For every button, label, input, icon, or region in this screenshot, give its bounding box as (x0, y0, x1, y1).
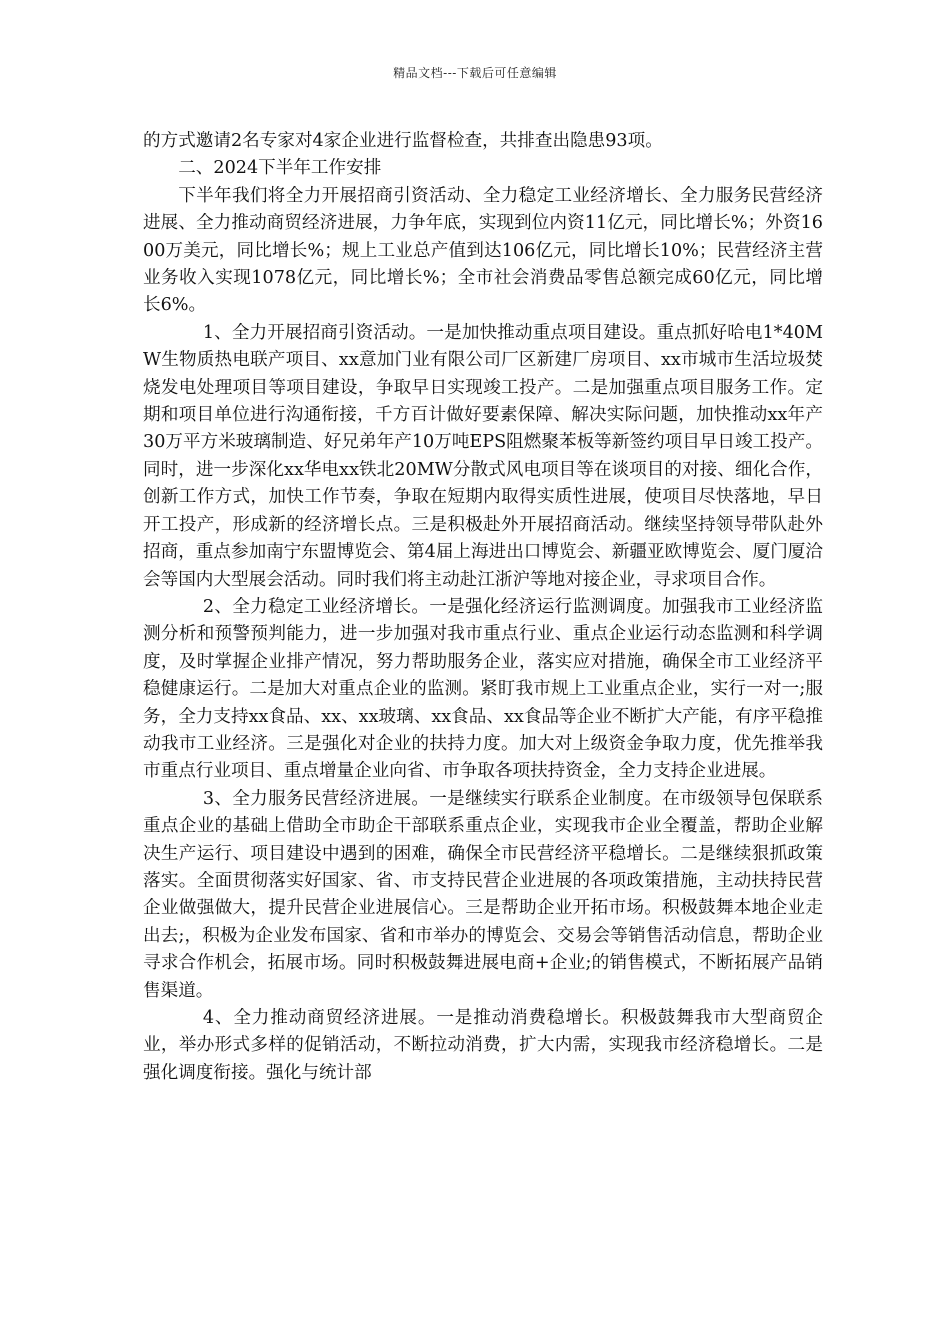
paragraph-overview: 下半年我们将全力开展招商引资活动、全力稳定工业经济增长、全力服务民营经济进展、全力推动商贸经济进展，力争年底，实现到位内资11亿元，同比增长%；外资1600万美元，同比增长%；规上工业总产值到达106亿元，同比增长10%；民营经济主营业务收入实现1078亿元，同比增长%；全市社会消费品零售总额完成60亿元，同比增长6%。 (143, 185, 823, 316)
paragraph-item-4: 4、全力推动商贸经济进展。一是推动消费稳增长。积极鼓舞我市大型商贸企业，举办形式多样的促销活动，不断拉动消费，扩大内需，实现我市经济稳增长。二是强化调度衔接。强化与统计部 (143, 1008, 823, 1083)
paragraph-item-3: 3、全力服务民营经济进展。一是继续实行联系企业制度。在市级领导包保联系重点企业的基础上借助全市助企干部联系重点企业，实现我市企业全覆盖，帮助企业解决生产运行、项目建设中遇到的困难，确保全市民营经济平稳增长。二是继续狠抓政策落实。全面贯彻落实好国家、省、市支持民营企业进展的各项政策措施，主动扶持民营企业做强做大，提升民营企业进展信心。三是帮助企业开拓市场。积极鼓舞本地企业走出去;，积极为企业发布国家、省和市举办的博览会、交易会等销售活动信息，帮助企业寻求合作机会，拓展市场。同时积极鼓舞进展电商+企业;的销售模式，不断拓展产品销售渠道。 (143, 788, 823, 1001)
paragraph-item-1: 1、全力开展招商引资活动。一是加快推动重点项目建设。重点抓好哈电1*40MW生物质热电联产项目、xx意加门业有限公司厂区新建厂房项目、xx市城市生活垃圾焚烧发电处理项目等项目建设，争取早日实现竣工投产。二是加强重点项目服务工作。定期和项目单位进行沟通衔接，千方百计做好要素保障、解决实际问题，加快推动xx年产30万平方米玻璃制造、好兄弟年产10万吨EPS阻燃聚苯板等新签约项目早日竣工投产。同时，进一步深化xx华电xx铁北20MW分散式风电项目等在谈项目的对接、细化合作，创新工作方式，加快工作节奏，争取在短期内取得实质性进展，使项目尽快落地，早日开工投产，形成新的经济增长点。三是积极赴外开展招商活动。继续坚持领导带队赴外招商，重点参加南宁东盟博览会、第4届上海进出口博览会、新疆亚欧博览会、厦门厦洽会等国内大型展会活动。同时我们将主动赴江浙沪等地对接企业，寻求项目合作。 (143, 322, 823, 590)
page-header: 精品文档---下载后可任意编辑 (393, 66, 557, 80)
section-heading: 二、2024下半年工作安排 (178, 158, 382, 179)
paragraph-continuation: 的方式邀请2名专家对4家企业进行监督检查，共排查出隐患93项。 (143, 131, 663, 151)
paragraph-item-2: 2、全力稳定工业经济增长。一是强化经济运行监测调度。加强我市工业经济监测分析和预警预判能力，进一步加强对我市重点行业、重点企业运行动态监测和科学调度，及时掌握企业排产情况，努力帮助服务企业，落实应对措施，确保全市工业经济平稳健康运行。二是加大对重点企业的监测。紧盯我市规上工业重点企业，实行一对一;服务，全力支持xx食品、xx、xx玻璃、xx食品、xx食品等企业不断扩大产能，有序平稳推动我市工业经济。三是强化对企业的扶持力度。加大对上级资金争取力度，优先推举我市重点行业项目、重点增量企业向省、市争取各项扶持资金，全力支持企业进展。 (143, 596, 823, 782)
document-body (143, 128, 823, 1087)
